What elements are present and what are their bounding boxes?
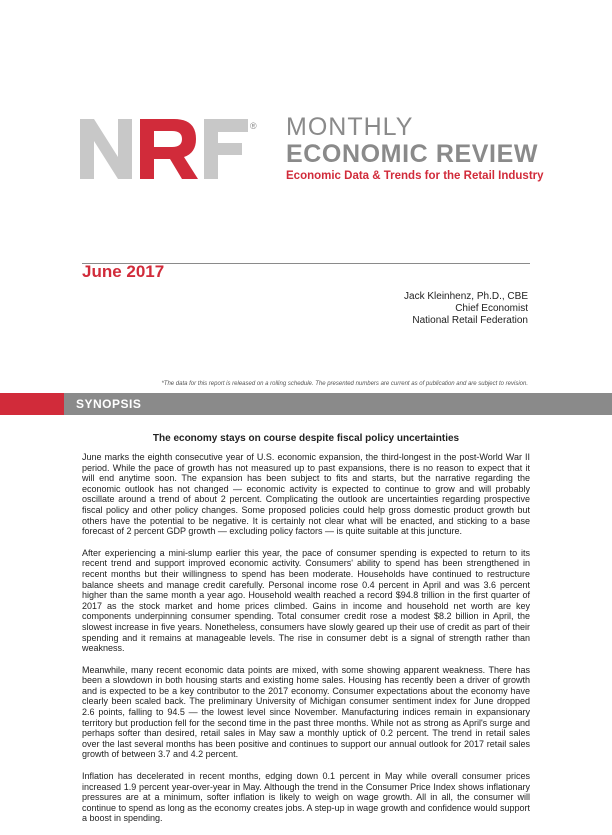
data-footnote: *The data for this report is released on a rolling schedule. The presented numbers are current as of publication and are subject to revision. (161, 381, 528, 387)
nrf-logo (78, 117, 260, 181)
report-month: June 2017 (82, 262, 165, 281)
author-organization: National Retail Federation (412, 315, 528, 326)
paragraph: Inflation has decelerated in recent months, edging down 0.1 percent in May while overall consumer prices increased 1.9 percent year-over-year in May. Although the trend in the Consumer Price Index shows inflationary pressures are at a minimum, softer inflation is likely to weigh on wage growth. All in all, the consumer will continue to spend as long as the economy creates jobs. A step-up in wage growth and confidence would support a boost in spending. (82, 771, 530, 824)
author-block (404, 291, 528, 327)
synopsis-heading: SYNOPSIS (76, 397, 142, 411)
registered-mark: ® (250, 121, 257, 131)
synopsis-subheading: The economy stays on course despite fiscal policy uncertainties (152, 433, 460, 444)
paragraph: June marks the eighth consecutive year of U.S. economic expansion, the third-longest in the post-World War II period. While the pace of growth has not measured up to past expansions, there is no reason to expect that it will end anytime soon. The expansion has been subject to fits and starts, but the narrative regarding the economic outlook has not changed — economic activity is expected to continue to grow and will probably oscillate around a trend of about 2 percent. Complicating the outlook are uncertainties regarding prospective fiscal policy and other policy changes. Some proposed policies could help gross domestic product growth but others have the potential to be negative. It is certainly not clear what will be enacted, and sticking to a base forecast of 2 percent GDP growth — excluding policy factors — is quite suitable at this juncture. (82, 452, 530, 537)
masthead (78, 113, 544, 193)
author-title: Chief Economist (455, 303, 528, 314)
paragraph: Meanwhile, many recent economic data points are mixed, with some showing apparent weakness. There has been a slowdown in both housing starts and existing home sales. Housing has recently been a driver of growth and is expected to be a key contributor to the 2017 economy. Consumer expectations about the economy have clearly been scaled back. The preliminary University of Michigan consumer sentiment index for June dropped 2.6 points, falling to 94.5 — the lowest level since November. Manufacturing indices remain in expansionary territory but production fell for the second time in the past three months. While not as strong as April's surge and perhaps softer than desired, retail sales in May saw a monthly uptick of 0.2 percent. The trend in retail sales over the last several months has been positive and continues to support our annual outlook for 2017 retail sales growth of between 3.7 and 4.2 percent. (82, 664, 530, 760)
synopsis-body (82, 452, 530, 835)
author-name: Jack Kleinhenz, Ph.D., CBE (404, 291, 528, 302)
masthead-economic-review: ECONOMIC REVIEW (286, 140, 539, 168)
masthead-tagline: Economic Data & Trends for the Retail Industry (286, 170, 544, 182)
masthead-monthly: MONTHLY (286, 113, 414, 141)
synopsis-accent-block (0, 393, 64, 415)
paragraph: After experiencing a mini-slump earlier this year, the pace of consumer spending is expected to return to its recent trend and support improved economic activity. Consumers' ability to spend has been strengthened in recent months but their willingness to spend has been moderate. Households have continued to restructure balance sheets and manage credit carefully. Personal income rose 0.4 percent in April and was 3.6 percent higher than the same month a year ago. Household wealth reached a record $94.8 trillion in the first quarter of 2017 as the stock market and home prices climbed. Gains in income and household net worth are key components underpinning consumer spending. Total consumer credit rose a modest $8.2 billion in April, the slowest increase in five years. Nonetheless, consumers have slowly geared up their use of credit as part of their spending and it remains at manageable levels. The rise in consumer debt is a signal of strength rather than weakness. (82, 547, 530, 654)
synopsis-section-bar (0, 393, 612, 415)
